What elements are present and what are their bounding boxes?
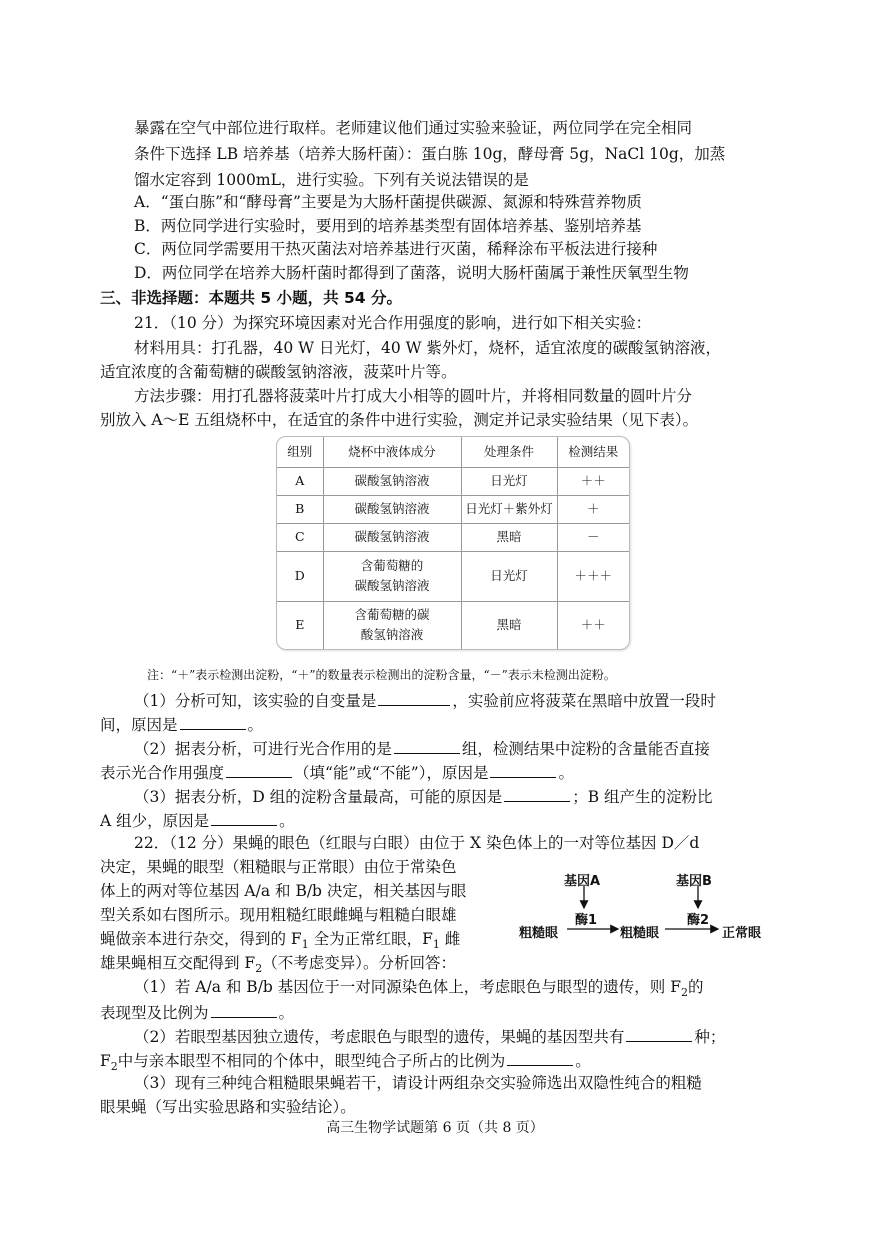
question-21-part-1: [134, 688, 716, 712]
results-table: [276, 436, 630, 650]
text-span: ；B 组产生的淀粉比: [572, 788, 713, 806]
gene-pathway-diagram: [515, 866, 775, 946]
rough-eye-label: 粗糙眼: [620, 926, 660, 941]
option-a: A．“蛋白胨”和“酵母膏”主要是为大肠杆菌提供碳源、氮源和特殊营养物质: [134, 193, 642, 211]
text-span: 组，检测结果中淀粉的含量能否直接: [461, 740, 710, 758]
question-21-part-1-cont: [100, 712, 263, 736]
table-row: [277, 551, 629, 601]
answer-blank[interactable]: [504, 784, 570, 802]
section-heading: 三、非选择题：本题共 5 小题，共 54 分。: [100, 289, 402, 307]
page-footer: 高三生物学试题第 6 页（共 8 页）: [326, 1120, 544, 1136]
text-span: （填“能”或“不能”），原因是: [294, 764, 489, 782]
table-cell: 碳酸氢钠溶液: [323, 495, 461, 523]
text-span: 表示光合作用强度: [100, 764, 225, 782]
cell-line: 含葡萄糖的碳: [354, 607, 430, 623]
text-span: 。: [279, 812, 295, 830]
answer-blank[interactable]: [626, 1024, 692, 1042]
text-span: （1）分析可知，该实验的自变量是: [134, 692, 377, 710]
question-21-part-2: [134, 736, 710, 760]
text-span: 。: [247, 716, 264, 734]
text-span: 种；: [694, 1028, 726, 1046]
table-cell: 日光灯: [461, 467, 557, 495]
answer-blank[interactable]: [394, 736, 460, 754]
question-22-heading: 22．（12 分）果蝇的眼色（红眼与白眼）由位于 X 染色体上的一对等位基因 D／d: [134, 834, 700, 852]
table-header: 组别: [277, 437, 323, 467]
cell-line: 碳酸氢钠溶液: [354, 578, 430, 593]
cell-line: 酸氢钠溶液: [360, 627, 424, 643]
table-row: [277, 601, 629, 649]
table-note: 注：“＋”表示检测出淀粉，“＋”的数量表示检测出的淀粉含量，“－”表示未检测出淀粉。: [147, 668, 616, 682]
table-row: [277, 495, 629, 523]
gene-a-label: 基因A: [564, 874, 601, 889]
option-b: B．两位同学进行实验时，要用到的培养基类型有固体培养基、鉴别培养基: [134, 217, 642, 235]
enzyme-2-label: 酶2: [687, 913, 710, 928]
subscript: 1: [432, 938, 440, 952]
question-22-part-1-cont: [100, 1000, 294, 1024]
table-cell: 碳酸氢钠溶液: [323, 467, 461, 495]
table-cell: C: [277, 523, 323, 551]
text-line: 别放入 A～E 五组烧杯中，在适宜的条件中进行实验，测定并记录实验结果（见下表）。: [100, 411, 699, 429]
question-21-part-3-cont: [100, 808, 295, 832]
subscript: 2: [680, 986, 688, 1000]
question-21-part-3: [134, 784, 713, 808]
answer-blank[interactable]: [378, 688, 450, 706]
table-cell: 黑暗: [461, 601, 557, 649]
text-span: （2）若眼型基因独立遗传，考虑眼色与眼型的遗传，果蝇的基因型共有: [134, 1028, 625, 1046]
text-line: 馏水定容到 1000mL，进行实验。下列有关说法错误的是: [134, 171, 529, 189]
text-span: （2）据表分析，可进行光合作用的是: [134, 740, 392, 758]
table-cell: B: [277, 495, 323, 523]
text-span: 雌: [439, 930, 461, 948]
option-c: C．两位同学需要用干热灭菌法对培养基进行灭菌，稀释涂布平板法进行接种: [134, 240, 658, 258]
text-span: ，实验前应将菠菜在黑暗中放置一段时: [452, 692, 716, 710]
table-header: 检测结果: [557, 437, 629, 467]
text-span: 蝇做亲本进行杂交，得到的 F: [100, 930, 302, 948]
table-cell: [323, 601, 461, 649]
subscript: 2: [110, 1060, 118, 1074]
text-span: （1）若 A/a 和 B/b 基因位于一对同源染色体上，考虑眼色与眼型的遗传，则 F: [134, 978, 681, 996]
text-span: 雄果蝇相互交配得到 F: [100, 954, 256, 972]
text-span: （不考虑变异）。分析回答：: [262, 954, 456, 972]
answer-blank[interactable]: [211, 1000, 277, 1018]
subscript: 1: [301, 938, 309, 952]
table-cell: D: [277, 551, 323, 601]
text-span: 。: [278, 1004, 295, 1022]
text-line: 方法步骤：用打孔器将菠菜叶片打成大小相等的圆叶片，并将相同数量的圆叶片分: [134, 387, 693, 405]
text-line: 条件下选择 LB 培养基（培养大肠杆菌）：蛋白胨 10g，酵母膏 5g，NaCl 10g，加蒸: [134, 145, 726, 163]
question-22-part-3: （3）现有三种纯合粗糙眼果蝇若干，请设计两组杂交实验筛选出双隐性纯合的粗糙: [134, 1074, 702, 1092]
option-d: D．两位同学在培养大肠杆菌时都得到了菌落，说明大肠杆菌属于兼性厌氧型生物: [134, 264, 689, 282]
answer-blank[interactable]: [180, 712, 246, 730]
normal-eye-label: 正常眼: [722, 926, 762, 941]
answer-blank[interactable]: [211, 808, 277, 826]
text-line: 决定，果蝇的眼型（粗糙眼与正常眼）由位于常染色: [100, 858, 457, 876]
text-line: 材料用具：打孔器，40 W 日光灯，40 W 紫外灯，烧杯，适宜浓度的碳酸氢钠溶液，: [134, 339, 722, 357]
text-span: 。: [575, 1052, 591, 1070]
answer-blank[interactable]: [490, 760, 556, 778]
text-span: 全为正常红眼，F: [308, 930, 433, 948]
table-cell: 日光灯＋紫外灯: [461, 495, 557, 523]
text-span: 。: [558, 764, 574, 782]
question-22-part-2: [134, 1024, 725, 1048]
table-cell: [323, 551, 461, 601]
text-line: 适宜浓度的含葡萄糖的碳酸氢钠溶液，菠菜叶片等。: [100, 363, 457, 381]
table-cell: ＋: [557, 495, 629, 523]
text-span: 中与亲本眼型不相同的个体中，眼型纯合子所占的比例为: [117, 1052, 506, 1070]
table-cell: ＋＋: [557, 601, 629, 649]
question-21-heading: 21．（10 分）为探究环境因素对光合作用强度的影响，进行如下相关实验：: [134, 314, 652, 332]
enzyme-1-label: 酶1: [575, 913, 598, 928]
table-header: 烧杯中液体成分: [323, 437, 461, 467]
table-cell: 日光灯: [461, 551, 557, 601]
table-cell: ＋＋: [557, 467, 629, 495]
gene-b-label: 基因B: [676, 874, 712, 889]
text-span: A 组少，原因是: [100, 812, 210, 830]
answer-blank[interactable]: [226, 760, 292, 778]
table-header: 处理条件: [461, 437, 557, 467]
table-cell: －: [557, 523, 629, 551]
table-cell: 碳酸氢钠溶液: [323, 523, 461, 551]
text-span: 间，原因是: [100, 716, 178, 734]
table-cell: E: [277, 601, 323, 649]
text-span: 表现型及比例为: [100, 1004, 209, 1022]
text-line: 体上的两对等位基因 A/a 和 B/b 决定，相关基因与眼: [100, 882, 467, 900]
table-cell: ＋＋＋: [557, 551, 629, 601]
table-row: [277, 523, 629, 551]
text-span: F: [100, 1052, 111, 1070]
cell-line: 含葡萄糖的: [360, 558, 424, 573]
table-cell: A: [277, 467, 323, 495]
text-line: 眼果蝇（写出实验思路和实验结论）。: [100, 1098, 356, 1116]
text-line: 型关系如右图所示。现用粗糙红眼雌蝇与粗糙白眼雄: [100, 906, 457, 924]
question-21-part-2-cont: [100, 760, 574, 784]
table-cell: 黑暗: [461, 523, 557, 551]
answer-blank[interactable]: [507, 1048, 573, 1066]
text-span: 的: [687, 978, 704, 996]
table-row: [277, 467, 629, 495]
text-span: （3）据表分析，D 组的淀粉含量最高，可能的原因是: [134, 788, 503, 806]
subscript: 2: [255, 962, 263, 976]
rough-eye-label: 粗糙眼: [519, 926, 559, 941]
text-line: 暴露在空气中部位进行取样。老师建议他们通过实验来验证，两位同学在完全相同: [134, 119, 693, 137]
